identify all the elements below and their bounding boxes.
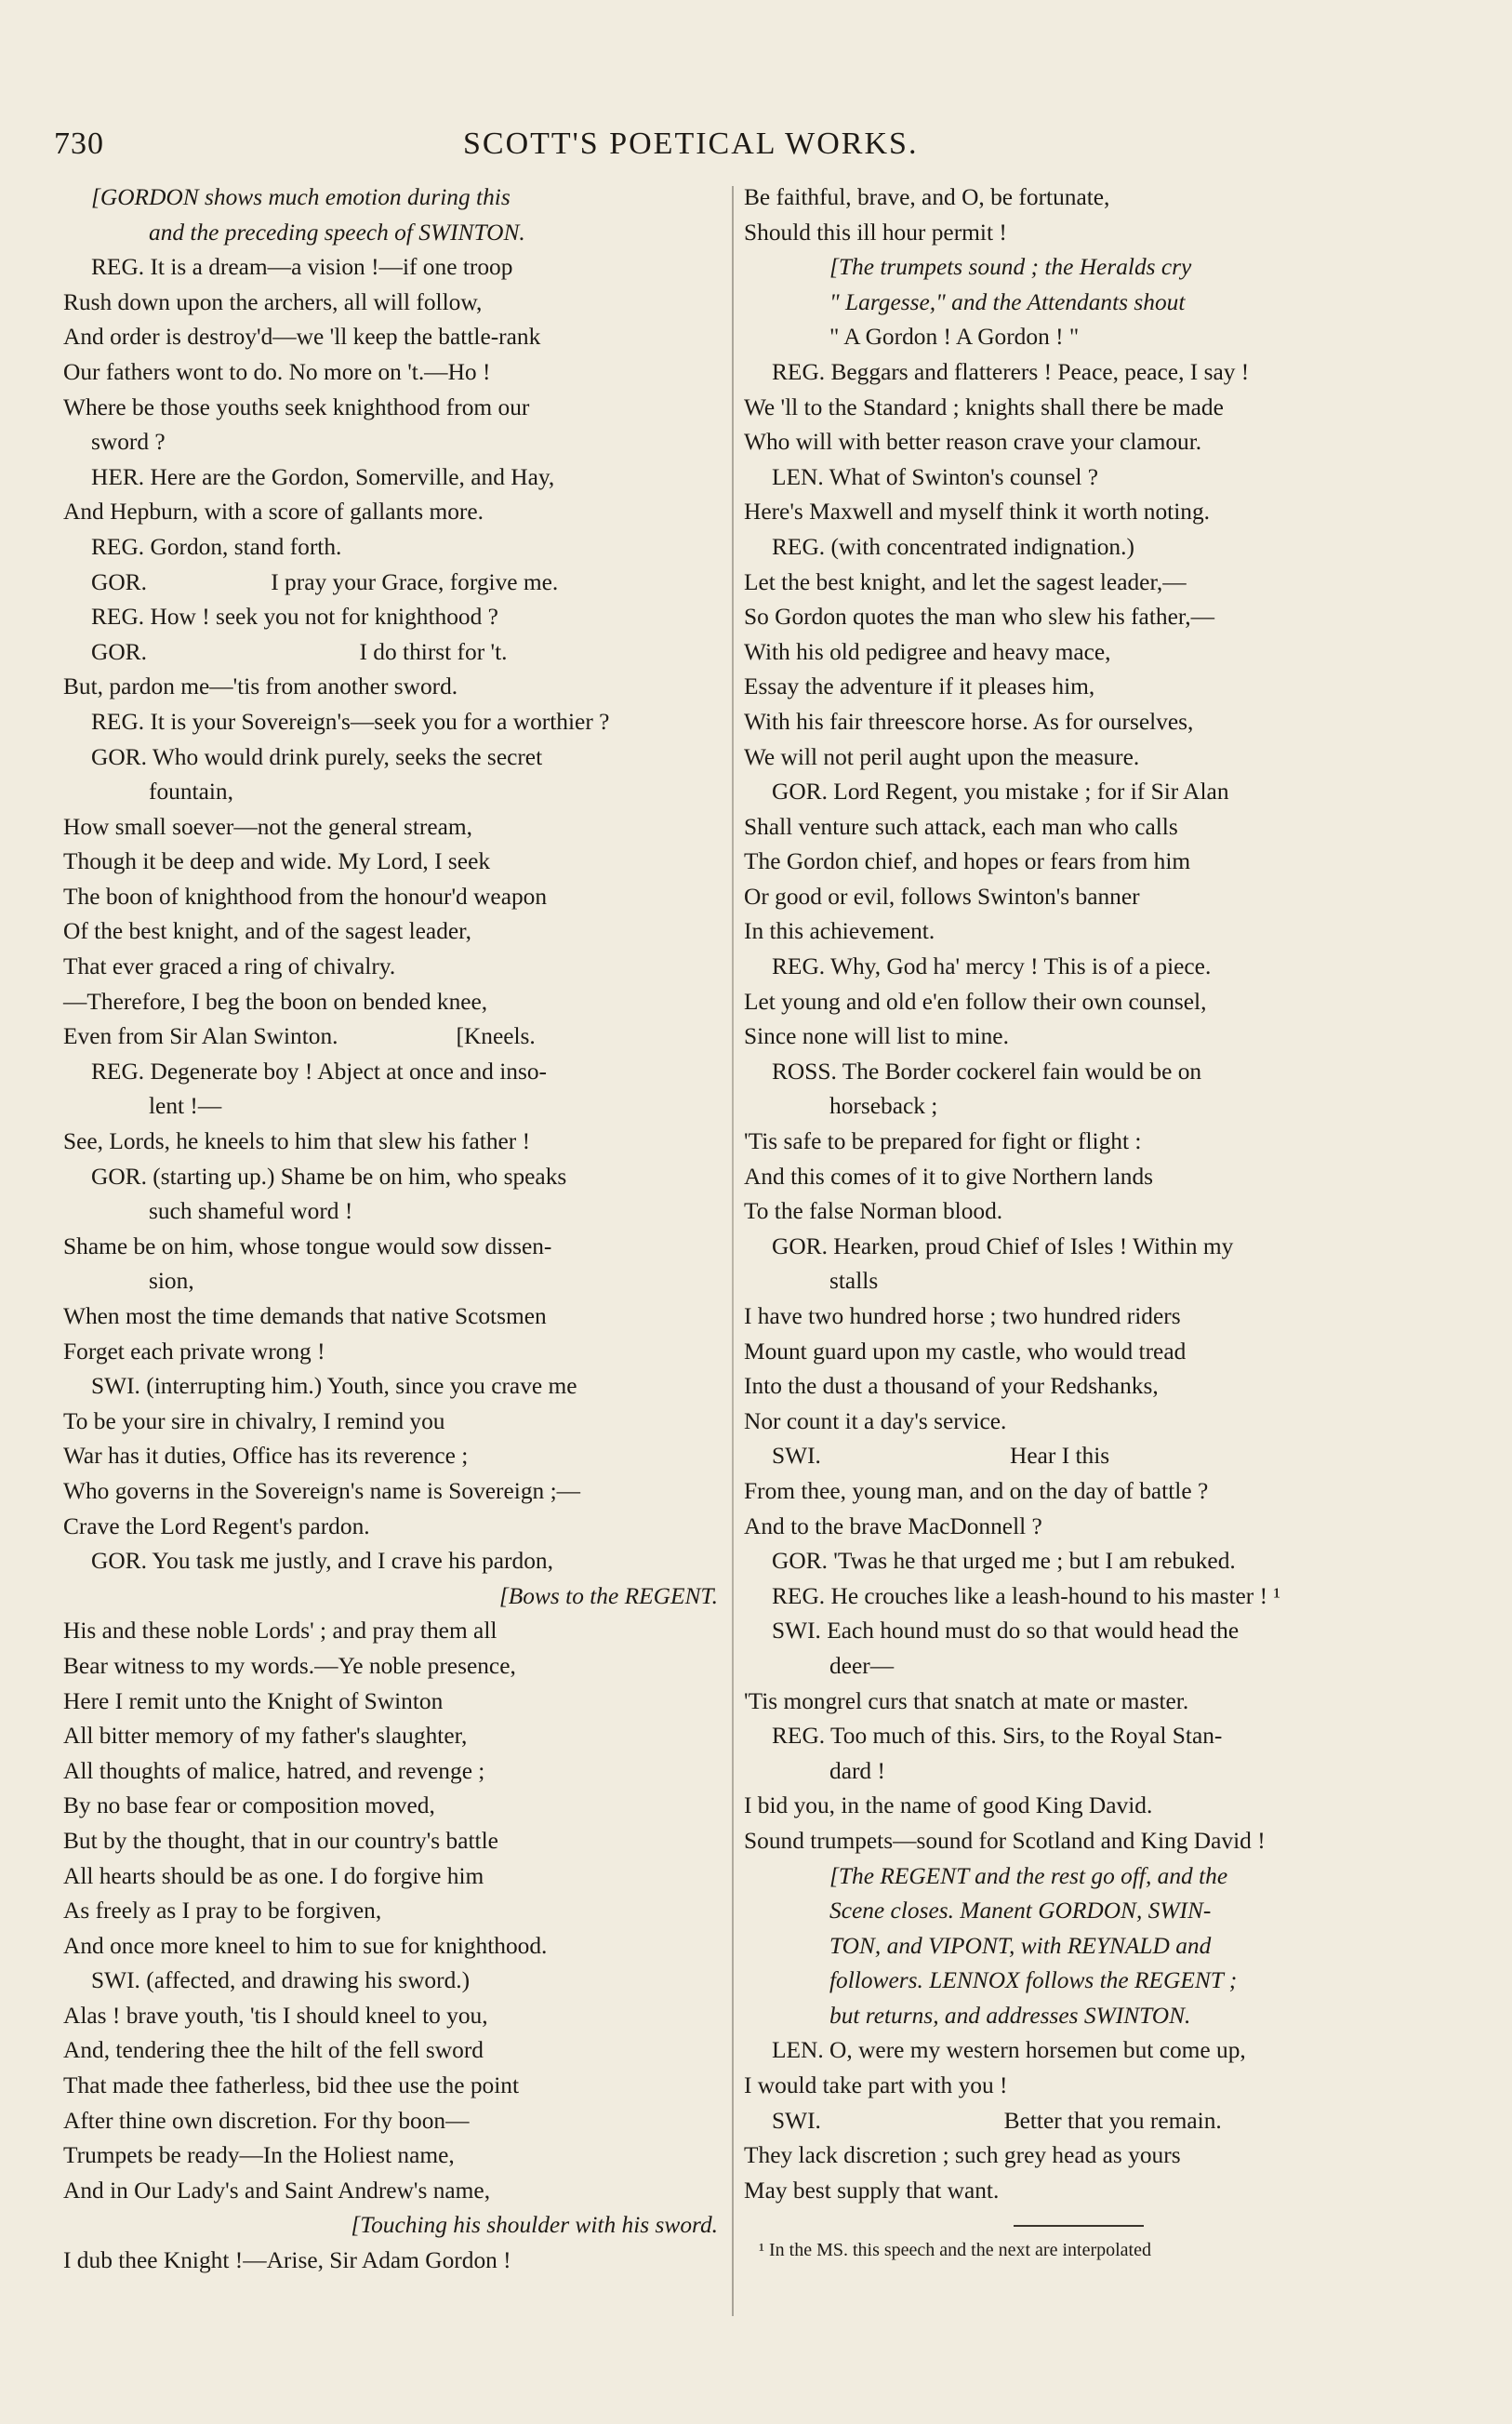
left-line: That ever graced a ring of chivalry. bbox=[63, 953, 396, 980]
right-line: LEN. What of Swinton's counsel ? bbox=[772, 463, 1099, 490]
right-line: In this achievement. bbox=[744, 918, 935, 945]
left-line: All hearts should be as one. I do forgive him bbox=[63, 1862, 484, 1889]
left-line: such shameful word ! bbox=[149, 1198, 353, 1225]
right-line: followers. LENNOX follows the REGENT ; bbox=[829, 1967, 1238, 1994]
right-line: We 'll to the Standard ; knights shall there be made bbox=[744, 393, 1224, 420]
left-line: [Bows to the REGENT. bbox=[498, 1582, 718, 1609]
left-line: Crave the Lord Regent's pardon. bbox=[63, 1512, 370, 1539]
page-header bbox=[54, 127, 984, 173]
left-line: REG. Degenerate boy ! Abject at once and inso- bbox=[91, 1058, 548, 1085]
right-line: ROSS. The Border cockerel fain would be on bbox=[772, 1058, 1202, 1085]
right-line: From thee, young man, and on the day of battle ? bbox=[744, 1477, 1209, 1504]
left-line: REG. It is a dream—a vision !—if one troop bbox=[91, 254, 513, 281]
footnote-rule bbox=[1014, 2225, 1144, 2227]
left-line: When most the time demands that native Scotsmen bbox=[63, 1303, 547, 1329]
left-line: —Therefore, I beg the boon on bended knee, bbox=[63, 988, 488, 1015]
left-line: HER. Here are the Gordon, Somerville, and Hay, bbox=[91, 463, 555, 490]
left-line: lent !— bbox=[149, 1093, 222, 1120]
left-line: fountain, bbox=[149, 779, 233, 806]
right-line: May best supply that want. bbox=[744, 2177, 1000, 2204]
left-line: Shame be on him, whose tongue would sow dissen- bbox=[63, 1232, 552, 1259]
left-column bbox=[63, 180, 725, 2279]
left-line: Rush down upon the archers, all will follow, bbox=[63, 288, 483, 315]
left-line: Of the best knight, and of the sagest leader, bbox=[63, 918, 471, 945]
right-line: With his old pedigree and heavy mace, bbox=[744, 638, 1111, 665]
right-line: Scene closes. Manent GORDON, SWIN- bbox=[829, 1898, 1212, 1925]
right-line: " Largesse," and the Attendants shout bbox=[829, 288, 1186, 315]
left-line: But by the thought, that in our country's battle bbox=[63, 1827, 498, 1854]
right-line: REG. He crouches like a leash-hound to his master ! ¹ bbox=[772, 1582, 1281, 1609]
right-line: REG. Too much of this. Sirs, to the Royal Stan- bbox=[772, 1723, 1223, 1750]
left-line: [Touching his shoulder with his sword. bbox=[351, 2212, 718, 2239]
right-line: Should this ill hour permit ! bbox=[744, 219, 1007, 246]
right-line: LEN. O, were my western horsemen but come up, bbox=[772, 2037, 1246, 2064]
left-line: Where be those youths seek knighthood from our bbox=[63, 393, 530, 420]
right-line: but returns, and addresses SWINTON. bbox=[829, 2002, 1191, 2029]
left-line: GOR. (starting up.) Shame be on him, who speaks bbox=[91, 1163, 567, 1190]
right-line: SWI. Better that you remain. bbox=[772, 2107, 1222, 2134]
left-line: REG. Gordon, stand forth. bbox=[91, 533, 342, 560]
left-line: [GORDON shows much emotion during this bbox=[91, 184, 511, 210]
right-line: Who will with better reason crave your clamour. bbox=[744, 429, 1202, 456]
right-line: So Gordon quotes the man who slew his father,— bbox=[744, 604, 1215, 631]
right-line: Or good or evil, follows Swinton's banner bbox=[744, 883, 1140, 910]
left-line: All thoughts of malice, hatred, and revenge ; bbox=[63, 1757, 485, 1784]
left-line: REG. How ! seek you not for knighthood ? bbox=[91, 604, 498, 631]
right-line: GOR. 'Twas he that urged me ; but I am rebuked. bbox=[772, 1548, 1236, 1575]
left-line: SWI. (affected, and drawing his sword.) bbox=[91, 1967, 471, 1994]
right-line: Into the dust a thousand of your Redshanks, bbox=[744, 1373, 1159, 1400]
right-line: Essay the adventure if it pleases him, bbox=[744, 673, 1095, 700]
right-line: [The REGENT and the rest go off, and the bbox=[829, 1862, 1228, 1889]
right-line: I would take part with you ! bbox=[744, 2072, 1008, 2099]
left-line: To be your sire in chivalry, I remind you bbox=[63, 1407, 445, 1434]
right-line: [The trumpets sound ; the Heralds cry bbox=[829, 254, 1192, 281]
left-line: Trumpets be ready—In the Holiest name, bbox=[63, 2142, 455, 2169]
right-line: The Gordon chief, and hopes or fears from him bbox=[744, 848, 1191, 875]
right-line: I bid you, in the name of good King David. bbox=[744, 1792, 1153, 1819]
left-line: His and these noble Lords' ; and pray them all bbox=[63, 1618, 497, 1645]
left-line: And once more kneel to him to sue for knighthood. bbox=[63, 1932, 548, 1959]
left-line: Alas ! brave youth, 'tis I should kneel to you, bbox=[63, 2002, 488, 2029]
left-line: Even from Sir Alan Swinton. [Kneels. bbox=[63, 1023, 536, 1050]
right-line: Here's Maxwell and myself think it worth noting. bbox=[744, 499, 1211, 526]
left-line: The boon of knighthood from the honour'd weapon bbox=[63, 883, 548, 910]
right-line: horseback ; bbox=[829, 1093, 938, 1120]
left-line: Our fathers wont to do. No more on 't.—Ho ! bbox=[63, 358, 491, 385]
right-line: 'Tis safe to be prepared for fight or flight : bbox=[744, 1128, 1142, 1155]
right-line: REG. (with concentrated indignation.) bbox=[772, 533, 1134, 560]
left-line: Bear witness to my words.—Ye noble presence, bbox=[63, 1652, 516, 1679]
right-line: Let young and old e'en follow their own counsel, bbox=[744, 988, 1207, 1015]
left-line: But, pardon me—'tis from another sword. bbox=[63, 673, 458, 700]
right-line: REG. Beggars and flatterers ! Peace, peace, I say ! bbox=[772, 358, 1250, 385]
right-line: And to the brave MacDonnell ? bbox=[744, 1512, 1042, 1539]
right-line: stalls bbox=[829, 1268, 879, 1295]
right-line: SWI. Each hound must do so that would head the bbox=[772, 1618, 1240, 1645]
right-line: They lack discretion ; such grey head as yours bbox=[744, 2142, 1181, 2169]
right-line: SWI. Hear I this bbox=[772, 1443, 1110, 1470]
left-line: Forget each private wrong ! bbox=[63, 1338, 325, 1365]
right-line: deer— bbox=[829, 1652, 895, 1679]
right-line: Sound trumpets—sound for Scotland and King David ! bbox=[744, 1827, 1266, 1854]
right-line: GOR. Lord Regent, you mistake ; for if Sir Alan bbox=[772, 779, 1229, 806]
right-line: Mount guard upon my castle, who would tread bbox=[744, 1338, 1187, 1365]
left-line: After thine own discretion. For thy boon— bbox=[63, 2107, 470, 2134]
page-number: 730 bbox=[54, 127, 104, 161]
left-line: How small soever—not the general stream, bbox=[63, 813, 472, 840]
right-line: REG. Why, God ha' mercy ! This is of a piece. bbox=[772, 953, 1212, 980]
right-line: Let the best knight, and let the sagest leader,— bbox=[744, 568, 1187, 595]
left-line: GOR. I pray your Grace, forgive me. bbox=[91, 568, 559, 595]
left-line: That made thee fatherless, bid thee use the point bbox=[63, 2072, 520, 2099]
right-line: And this comes of it to give Northern lands bbox=[744, 1163, 1154, 1190]
left-line: War has it duties, Office has its reverence ; bbox=[63, 1443, 469, 1470]
left-line: sword ? bbox=[91, 429, 166, 456]
right-column bbox=[744, 180, 1432, 2264]
left-line: Who governs in the Sovereign's name is Sovereign ;— bbox=[63, 1477, 581, 1504]
left-line: See, Lords, he kneels to him that slew his father ! bbox=[63, 1128, 531, 1155]
left-line: SWI. (interrupting him.) Youth, since you crave me bbox=[91, 1373, 577, 1400]
left-line: And, tendering thee the hilt of the fell sword bbox=[63, 2037, 484, 2064]
left-line: As freely as I pray to be forgiven, bbox=[63, 1898, 382, 1925]
left-line: All bitter memory of my father's slaughter, bbox=[63, 1723, 468, 1750]
column-divider bbox=[732, 186, 734, 2316]
left-line: And order is destroy'd—we 'll keep the battle-rank bbox=[63, 324, 541, 351]
left-line: GOR. Who would drink purely, seeks the secret bbox=[91, 743, 543, 770]
right-line: " A Gordon ! A Gordon ! " bbox=[829, 324, 1080, 351]
left-line: GOR. I do thirst for 't. bbox=[91, 638, 508, 665]
right-line: 'Tis mongrel curs that snatch at mate or master. bbox=[744, 1687, 1189, 1714]
right-line: Be faithful, brave, and O, be fortunate, bbox=[744, 184, 1110, 210]
left-line: I dub thee Knight !—Arise, Sir Adam Gordon ! bbox=[63, 2247, 511, 2274]
footnote: ¹ In the MS. this speech and the next are interpolated bbox=[759, 2240, 1151, 2261]
right-line: I have two hundred horse ; two hundred riders bbox=[744, 1303, 1181, 1329]
left-line: Though it be deep and wide. My Lord, I seek bbox=[63, 848, 491, 875]
right-line: To the false Norman blood. bbox=[744, 1198, 1003, 1225]
left-line: REG. It is your Sovereign's—seek you for a worthier ? bbox=[91, 708, 610, 735]
right-line: GOR. Hearken, proud Chief of Isles ! Within my bbox=[772, 1232, 1234, 1259]
left-line: And Hepburn, with a score of gallants more. bbox=[63, 499, 484, 526]
left-line: GOR. You task me justly, and I crave his pardon, bbox=[91, 1548, 553, 1575]
left-line: By no base fear or composition moved, bbox=[63, 1792, 435, 1819]
right-line: With his fair threescore horse. As for ourselves, bbox=[744, 708, 1194, 735]
left-line: and the preceding speech of SWINTON. bbox=[149, 219, 525, 246]
left-line: And in Our Lady's and Saint Andrew's name, bbox=[63, 2177, 491, 2204]
running-title: SCOTT'S POETICAL WORKS. bbox=[463, 127, 919, 161]
left-line: Here I remit unto the Knight of Swinton bbox=[63, 1687, 444, 1714]
left-line: sion, bbox=[149, 1268, 194, 1295]
right-line: Shall venture such attack, each man who calls bbox=[744, 813, 1178, 840]
right-line: TON, and VIPONT, with REYNALD and bbox=[829, 1932, 1212, 1959]
right-lines bbox=[744, 180, 1432, 2208]
right-line: We will not peril aught upon the measure. bbox=[744, 743, 1140, 770]
right-line: Since none will list to mine. bbox=[744, 1023, 1009, 1050]
right-line: dard ! bbox=[829, 1757, 885, 1784]
right-line: Nor count it a day's service. bbox=[744, 1407, 1007, 1434]
